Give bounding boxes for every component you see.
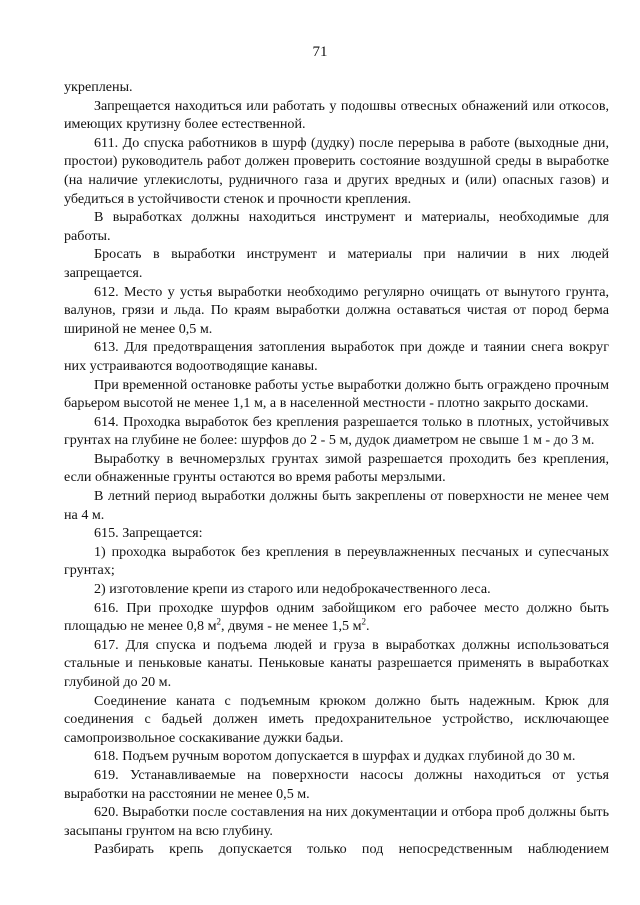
paragraph: Запрещается находиться или работать у подошвы отвесных обнажений или откосов, имеющих крутизну более естественной.	[64, 97, 609, 133]
paragraph-614: 614. Проходка выработок без крепления разрешается только в плотных, устойчивых грунтах на глубине не более: шурфов до 2 - 5 м, дудок диаметром не свыше 1 м - до 3 м.	[64, 413, 609, 449]
list-item: 1) проходка выработок без крепления в переувлажненных песчаных и супесчаных грунтах;	[64, 543, 609, 579]
text-run: 616. При проходке шурфов одним забойщиком его рабочее место должно быть площадью не менее 0,8 м	[64, 599, 609, 635]
text-run: , двумя - не менее 1,5 м	[221, 618, 362, 635]
paragraph-618: 618. Подъем ручным воротом допускается в шурфах и дудках глубиной до 30 м.	[94, 748, 576, 765]
paragraph-617: 617. Для спуска и подъема людей и груза в выработках должны использоваться стальные и пеньковые канаты. Пеньковые канаты разрешается применять в выработках глубиной до 20 м.	[64, 636, 609, 690]
page-number: 71	[312, 44, 328, 60]
paragraph-611: 611. До спуска работников в шурф (дудку) после перерыва в работе (выходные дни, простои) руководитель работ должен проверить состояние воздушной среды в выработке (на наличие углекислоты, рудничного газа и других вредных и (или) опасных газов) и убедиться в устойчивости стенок и прочности крепления.	[64, 134, 609, 207]
paragraph-619: 619. Устанавливаемые на поверхности насосы должны находиться от устья выработки на расстоянии не менее 0,5 м.	[64, 766, 609, 802]
paragraph: укреплены.	[64, 79, 133, 95]
paragraph-616	[64, 599, 609, 636]
list-item: 2) изготовление крепи из старого или недоброкачественного леса.	[94, 581, 491, 598]
paragraph: В летний период выработки должны быть закреплены от поверхности не менее чем на 4 м.	[64, 488, 609, 523]
paragraph: В выработках должны находиться инструмент и материалы, необходимые для работы.	[64, 209, 609, 244]
paragraph: При временной остановке работы устье выработки должно быть ограждено прочным барьером высотой не менее 1,1 м, а в населенной местности - плотно закрыто досками.	[64, 376, 609, 412]
paragraph: Бросать в выработки инструмент и материалы при наличии в них людей запрещается.	[64, 246, 609, 281]
paragraph: Выработку в вечномерзлых грунтах зимой разрешается проходить без крепления, если обнаженные грунты остаются во время работы мерзлыми.	[64, 450, 609, 486]
paragraph-612: 612. Место у устья выработки необходимо регулярно очищать от вынутого грунта, валунов, грязи и льда. По краям выработки должна оставаться чистая от пород берма шириной не менее 0,5 м.	[64, 283, 609, 337]
paragraph-620: 620. Выработки после составления на них документации и отбора проб должны быть засыпаны грунтом на всю глубину.	[64, 804, 609, 839]
text-run: .	[366, 618, 370, 635]
document-body	[64, 78, 609, 859]
superscript: 2	[216, 616, 222, 627]
superscript: 2	[361, 616, 367, 627]
paragraph-615: 615. Запрещается:	[94, 525, 203, 542]
paragraph-613: 613. Для предотвращения затопления выработок при дожде и таянии снега вокруг них устраиваются водоотводящие канавы.	[64, 339, 609, 374]
paragraph: Соединение каната с подъемным крюком должно быть надежным. Крюк для соединения с бадьей должен иметь предохранительное устройство, исключающее самопроизвольное соскакивание дужки бадьи.	[64, 692, 609, 746]
paragraph-continued: Разбирать крепь допускается только под непосредственным наблюдением	[94, 841, 609, 858]
